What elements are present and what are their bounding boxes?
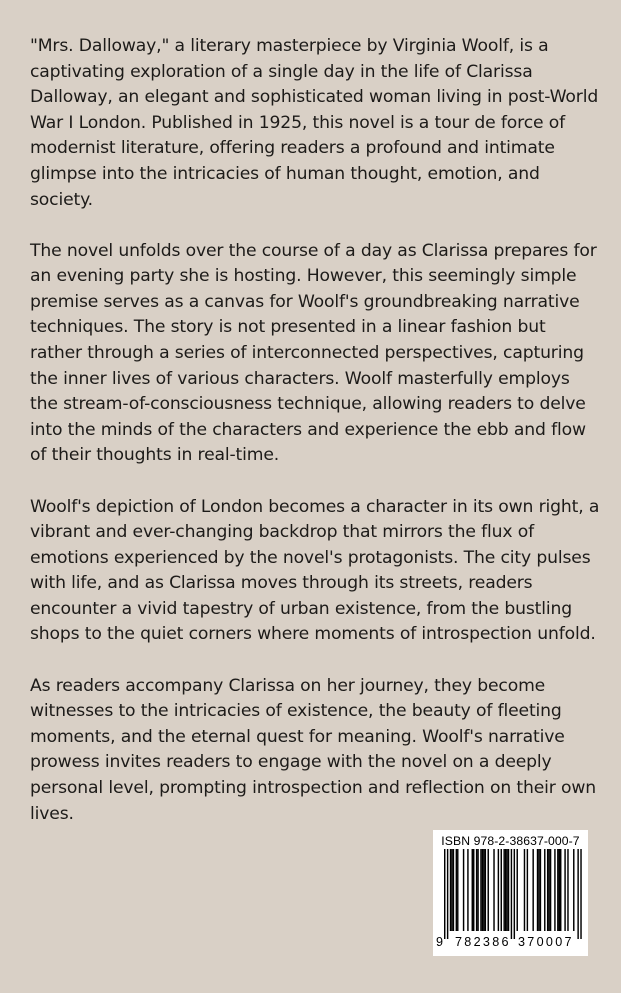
barcode-bar [524, 849, 525, 931]
barcode-bar [485, 849, 486, 931]
barcode-bar [517, 849, 518, 931]
barcode-bar [506, 849, 507, 931]
barcode-digits [433, 935, 588, 953]
barcode-bar [482, 849, 483, 931]
barcode-bar [501, 849, 502, 931]
blurb-paragraph-2: The novel unfolds over the course of a day as Clarissa prepares for an evening party she is hosting. However, this seemingly simple premise serves as a canvas for Woolf's groundbreaking narrative techniques. The story is not presented in a linear fashion but rather through a series of interconnected perspectives, capturing the inner lives of various characters. Woolf masterfully employs the stream-of-consciousness technique, allowing readers to delve into the minds of the characters and experience the ebb and flow of their thoughts in real-time. [30, 240, 597, 466]
barcode-bar [483, 849, 484, 931]
barcode-bar [554, 849, 555, 931]
barcode-digit-lead: 9 [436, 935, 444, 949]
barcode-bar [476, 849, 477, 931]
isbn-barcode [433, 830, 588, 956]
isbn-label: ISBN 978-2-38637-000-7 [441, 834, 580, 848]
barcode-bar [488, 849, 489, 931]
barcode-bar [467, 849, 468, 931]
barcode-bar [567, 849, 568, 931]
barcode-bar [480, 849, 481, 931]
barcode-bar [548, 849, 549, 931]
barcode-bar [559, 849, 560, 931]
barcode-digits-left: 782386 [455, 935, 511, 949]
barcode-bar [463, 849, 464, 931]
barcode-bar [477, 849, 478, 931]
barcode-bar [447, 849, 448, 939]
blurb-paragraph-1: "Mrs. Dalloway," a literary masterpiece by Virginia Woolf, is a captivating exploration of a single day in the life of Clarissa Dalloway, an elegant and sophisticated woman living in post-World War I London. Published in 1925, this novel is a tour de force of modernist literature, offering readers a profound and intimate glimpse into the intricacies of human thought, emotion, and society. [30, 36, 599, 210]
barcode-bar [532, 849, 533, 931]
barcode-bar [544, 849, 545, 931]
barcode-bar [564, 849, 565, 931]
barcode-bar [505, 849, 506, 931]
barcode-bar [527, 849, 528, 931]
barcode-bar [514, 849, 515, 939]
barcode-bar [573, 849, 574, 931]
barcode-bar [508, 849, 509, 931]
barcode-bar [456, 849, 457, 931]
barcode-bar [540, 849, 541, 931]
barcode-bar [577, 849, 578, 939]
barcode-bar [503, 849, 504, 931]
barcode-bar [537, 849, 538, 931]
barcode-bar [493, 849, 494, 931]
barcode-bar [557, 849, 558, 931]
barcode-bar [444, 849, 445, 939]
blurb-paragraph-3: Woolf's depiction of London becomes a character in its own right, a vibrant and ever-changing backdrop that mirrors the flux of emotions experienced by the novel's protagonists. The city pulses with life, and as Clarissa moves through its streets, readers encounter a vivid tapestry of urban existence, from the bustling shops to the quiet corners where moments of introspection unfold. [30, 496, 600, 645]
barcode-bar [451, 849, 452, 931]
blurb-text [30, 34, 600, 853]
barcode-digits-right: 370007 [518, 935, 574, 949]
barcode-bar [511, 849, 512, 939]
barcode-bar [473, 849, 474, 931]
barcode-bar [498, 849, 499, 931]
barcode-bar [538, 849, 539, 931]
barcode-bar [457, 849, 458, 931]
barcode-bar [550, 849, 551, 931]
barcode-bar [450, 849, 451, 931]
barcode-bar [580, 849, 581, 939]
barcode-bar [453, 849, 454, 931]
barcode-bar [547, 849, 548, 931]
barcode-bar [560, 849, 561, 931]
barcode-bar [472, 849, 473, 931]
blurb-paragraph-4: As readers accompany Clarissa on her journey, they become witnesses to the intricacies of existence, the beauty of fleeting moments, and the eternal quest for meaning. Woolf's narrative prowess invites readers to engage with the novel on a deeply personal level, prompting introspection and reflection on their own lives. [30, 675, 597, 824]
